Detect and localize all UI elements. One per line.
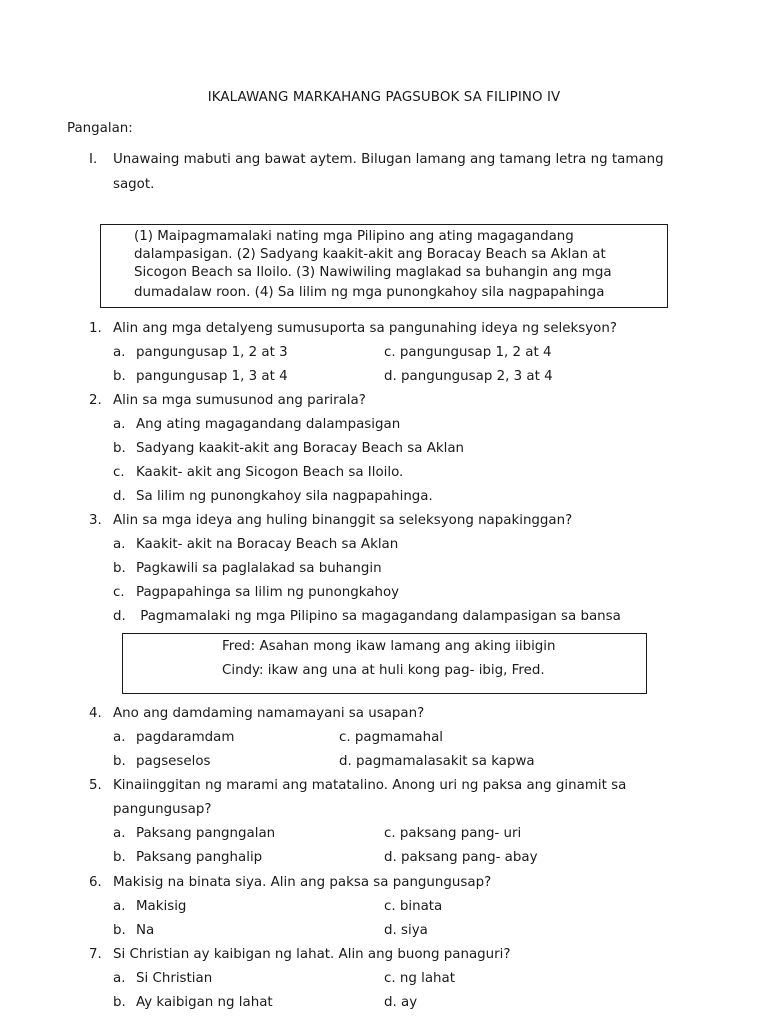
dialogue-line: Fred: Asahan mong ikaw lamang ang aking iibigin <box>222 639 556 654</box>
question-text-cont: pangungusap? <box>113 802 212 817</box>
choice-a: Si Christian <box>136 971 213 986</box>
question-text: Alin ang mga detalyeng sumusuporta sa pangunahing ideya ng seleksyon? <box>113 321 617 336</box>
choice-letter: a. <box>113 417 126 432</box>
instruction-number: I. <box>89 152 98 167</box>
choice-b: Pagkawili sa paglalakad sa buhangin <box>136 561 382 576</box>
choice-d: d. pagmamalasakit sa kapwa <box>339 754 535 769</box>
passage-line: (1) Maipagmamalaki nating mga Pilipino ang ating magagandang <box>134 229 574 244</box>
choice-c: c. pangungusap 1, 2 at 4 <box>384 345 552 360</box>
choice-letter: b. <box>113 754 126 769</box>
choice-letter: a. <box>113 730 126 745</box>
choice-letter: b. <box>113 441 126 456</box>
choice-letter: b. <box>113 369 126 384</box>
choice-b: Paksang panghalip <box>136 850 263 865</box>
choice-letter: c. <box>113 465 125 480</box>
choice-a: Makisig <box>136 899 187 914</box>
question-number: 1. <box>89 321 102 336</box>
question-number: 7. <box>89 947 102 962</box>
choice-d: d. pangungusap 2, 3 at 4 <box>384 369 553 384</box>
page-title: IKALAWANG MARKAHANG PAGSUBOK SA FILIPINO IV <box>207 90 561 105</box>
choice-c: c. ng lahat <box>384 971 455 986</box>
choice-d: d. paksang pang- abay <box>384 850 538 865</box>
question-text: Si Christian ay kaibigan ng lahat. Alin ang buong panaguri? <box>113 947 511 962</box>
choice-letter: b. <box>113 923 126 938</box>
question-text: Makisig na binata siya. Alin ang paksa sa pangungusap? <box>113 875 492 890</box>
choice-c: c. paksang pang- uri <box>384 826 522 841</box>
choice-b: Ay kaibigan ng lahat <box>136 995 273 1010</box>
question-number: 3. <box>89 513 102 528</box>
choice-d: d. ay <box>384 995 418 1010</box>
choice-letter: b. <box>113 561 126 576</box>
choice-letter: d. <box>113 609 126 624</box>
choice-c: Kaakit- akit ang Sicogon Beach sa Iloilo. <box>136 465 404 480</box>
question-text: Alin sa mga sumusunod ang parirala? <box>113 393 366 408</box>
choice-c: c. pagmamahal <box>339 730 443 745</box>
choice-letter: b. <box>113 850 126 865</box>
question-number: 6. <box>89 875 102 890</box>
choice-b: pangungusap 1, 3 at 4 <box>136 369 288 384</box>
choice-a: Kaakit- akit na Boracay Beach sa Aklan <box>136 537 399 552</box>
choice-a: Ang ating magagandang dalampasigan <box>136 417 401 432</box>
choice-letter: a. <box>113 345 126 360</box>
choice-b: Sadyang kaakit-akit ang Boracay Beach sa Aklan <box>136 441 465 456</box>
passage-line: Sicogon Beach sa Iloilo. (3) Nawiwiling maglakad sa buhangin ang mga <box>134 265 612 280</box>
choice-a: pagdaramdam <box>136 730 235 745</box>
question-text: Kinaiinggitan ng marami ang matatalino. Anong uri ng paksa ang ginamit sa <box>113 778 627 793</box>
name-label: Pangalan: <box>67 121 133 136</box>
choice-b: pagseselos <box>136 754 211 769</box>
question-number: 4. <box>89 706 102 721</box>
instruction-line-2: sagot. <box>113 177 155 192</box>
choice-d: Pagmamalaki ng mga Pilipino sa magagandang dalampasigan sa bansa <box>136 609 621 624</box>
choice-letter: a. <box>113 537 126 552</box>
question-number: 5. <box>89 778 102 793</box>
question-number: 2. <box>89 393 102 408</box>
choice-c: Pagpapahinga sa lilim ng punongkahoy <box>136 585 400 600</box>
choice-d: d. siya <box>384 923 428 938</box>
choice-c: c. binata <box>384 899 443 914</box>
passage-line: dalampasigan. (2) Sadyang kaakit-akit ang Boracay Beach sa Aklan at <box>134 247 606 262</box>
choice-a: Paksang pangngalan <box>136 826 276 841</box>
choice-letter: c. <box>113 585 125 600</box>
choice-b: Na <box>136 923 155 938</box>
choice-d: Sa lilim ng punongkahoy sila nagpapahinga. <box>136 489 433 504</box>
choice-letter: d. <box>113 489 126 504</box>
choice-letter: a. <box>113 826 126 841</box>
choice-letter: b. <box>113 995 126 1010</box>
choice-letter: a. <box>113 899 126 914</box>
question-text: Ano ang damdaming namamayani sa usapan? <box>113 706 425 721</box>
passage-line: dumadalaw roon. (4) Sa lilim ng mga punongkahoy sila nagpapahinga <box>134 285 605 300</box>
choice-letter: a. <box>113 971 126 986</box>
dialogue-line: Cindy: ikaw ang una at huli kong pag- ibig, Fred. <box>222 663 545 678</box>
question-text: Alin sa mga ideya ang huling binanggit sa seleksyong napakinggan? <box>113 513 573 528</box>
instruction-line-1: Unawaing mabuti ang bawat aytem. Bilugan lamang ang tamang letra ng tamang <box>113 152 664 167</box>
choice-a: pangungusap 1, 2 at 3 <box>136 345 288 360</box>
